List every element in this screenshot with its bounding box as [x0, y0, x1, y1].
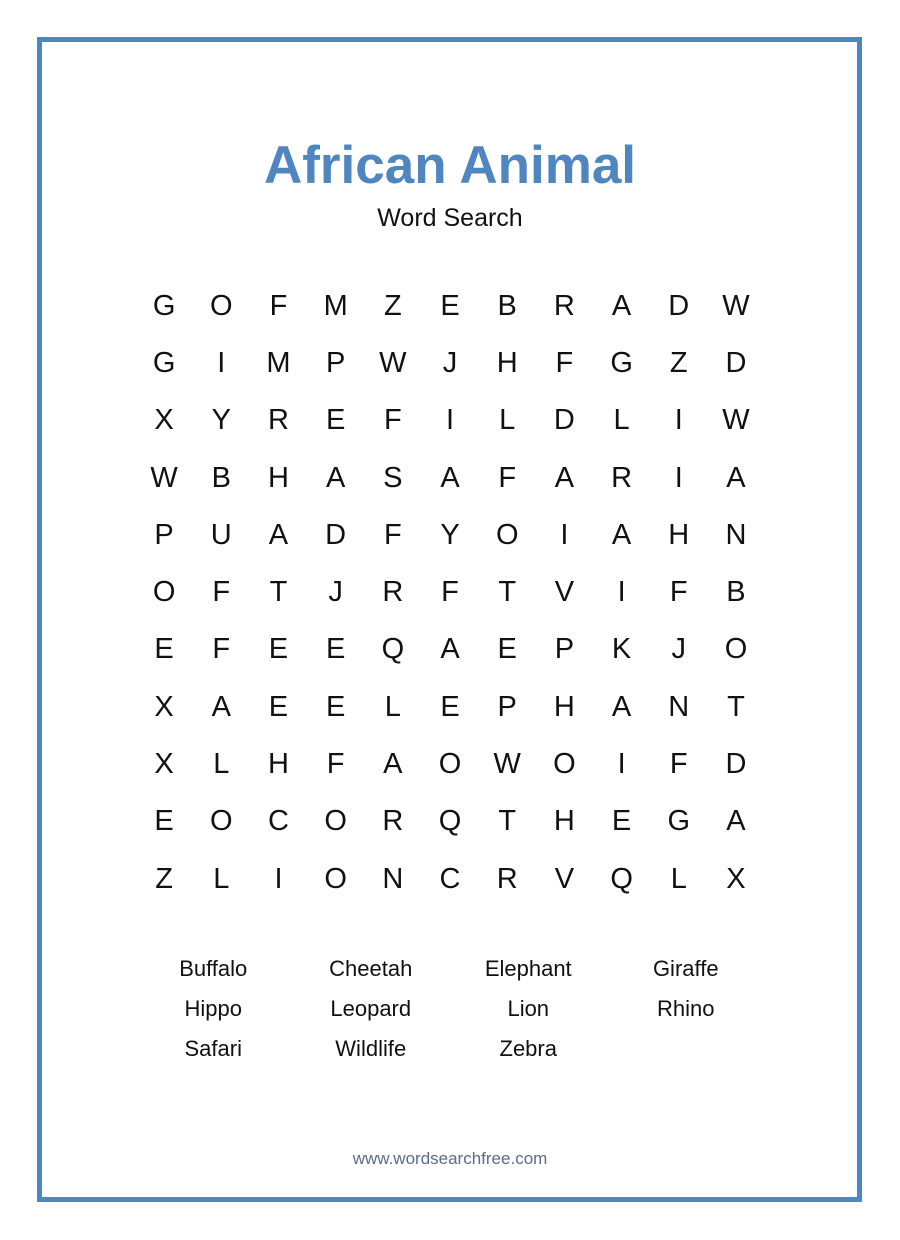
grid-cell[interactable]: A [611, 690, 632, 723]
grid-cell[interactable]: X [154, 748, 174, 781]
grid-cell[interactable]: F [669, 576, 688, 609]
grid-cell[interactable]: A [268, 518, 289, 551]
grid-cell[interactable]: Y [440, 518, 460, 551]
grid-cell[interactable]: F [441, 576, 459, 609]
grid-cell[interactable]: I [560, 518, 569, 551]
grid-cell[interactable]: X [726, 862, 746, 895]
grid-row [136, 335, 765, 392]
grid-cell[interactable]: R [496, 862, 518, 895]
grid-cell[interactable]: D [668, 289, 690, 322]
grid-cell[interactable]: D [725, 748, 747, 781]
grid-cell[interactable]: A [726, 461, 746, 494]
grid-cell[interactable]: V [554, 862, 575, 895]
grid-cell[interactable]: A [211, 690, 231, 723]
grid-cell[interactable]: H [553, 805, 575, 838]
grid-row [136, 850, 765, 907]
grid-cell[interactable]: F [555, 346, 574, 379]
grid-row [136, 564, 765, 621]
grid-cell[interactable]: Z [383, 289, 402, 322]
grid-cell[interactable]: E [440, 690, 460, 723]
grid-cell[interactable]: O [324, 805, 347, 838]
grid-cell[interactable]: K [611, 633, 632, 666]
word-list-item: Wildlife [335, 1036, 407, 1061]
grid-cell[interactable]: Z [669, 346, 688, 379]
grid-cell[interactable]: E [154, 633, 174, 666]
grid-cell[interactable]: J [671, 633, 687, 666]
grid-cell[interactable]: V [554, 576, 575, 609]
grid-row [136, 278, 765, 335]
grid-cell[interactable]: O [553, 748, 576, 781]
grid-cell[interactable]: C [439, 862, 461, 895]
grid-cell[interactable]: A [554, 461, 575, 494]
grid-cell[interactable]: E [154, 805, 174, 838]
grid-cell[interactable]: D [553, 404, 575, 437]
grid-cell[interactable]: E [325, 690, 346, 723]
grid-cell[interactable]: Y [211, 404, 231, 437]
grid-cell[interactable]: A [325, 461, 346, 494]
grid-row [136, 793, 765, 850]
grid-cell[interactable]: G [610, 346, 633, 379]
grid-cell[interactable]: L [499, 404, 516, 437]
grid-cell[interactable]: G [667, 805, 691, 838]
grid-cell[interactable]: A [611, 518, 632, 551]
grid-cell[interactable]: I [617, 576, 626, 609]
grid-cell[interactable]: R [267, 404, 289, 437]
grid-cell[interactable]: W [493, 748, 521, 781]
word-list-item: Giraffe [652, 956, 719, 981]
puzzle-title: African Animal [263, 136, 637, 195]
puzzle-subtitle: Word Search [377, 204, 523, 232]
grid-cell[interactable]: D [725, 346, 747, 379]
footer-url: www.wordsearchfree.com [352, 1149, 548, 1168]
grid-cell[interactable]: J [328, 576, 343, 609]
grid-cell[interactable]: F [326, 748, 345, 781]
grid-cell[interactable]: T [727, 690, 745, 723]
grid-cell[interactable]: H [668, 518, 690, 551]
grid-cell[interactable]: R [382, 576, 404, 609]
grid-cell[interactable]: A [611, 289, 632, 322]
grid-cell[interactable]: W [379, 346, 407, 379]
grid-cell[interactable]: B [211, 461, 231, 494]
grid-cell[interactable]: N [725, 518, 747, 551]
grid-cell[interactable]: R [382, 805, 404, 838]
grid-cell[interactable]: P [554, 633, 575, 666]
grid-cell[interactable]: P [497, 690, 517, 723]
grid-cell[interactable]: T [269, 576, 288, 609]
grid-cell[interactable]: X [154, 690, 174, 723]
grid-cell[interactable]: E [268, 633, 289, 666]
word-list-item: Elephant [484, 956, 572, 981]
grid-cell[interactable]: O [210, 289, 233, 322]
grid-cell[interactable]: C [267, 805, 289, 838]
word-list-item: Buffalo [179, 956, 248, 981]
word-list-item: Cheetah [329, 956, 413, 981]
grid-cell[interactable]: O [152, 576, 176, 609]
grid-cell[interactable]: Z [155, 862, 173, 895]
grid-cell[interactable]: H [496, 346, 518, 379]
word-list-item: Rhino [657, 996, 715, 1021]
word-list-item: Safari [184, 1036, 242, 1061]
letter-grid [136, 278, 765, 908]
grid-cell[interactable]: F [212, 576, 231, 609]
grid-cell[interactable]: L [384, 690, 401, 723]
word-list-item: Lion [507, 996, 550, 1021]
grid-cell[interactable]: E [268, 690, 289, 723]
grid-cell[interactable]: W [150, 461, 178, 494]
grid-cell[interactable]: H [267, 461, 289, 494]
grid-cell[interactable]: T [498, 576, 517, 609]
grid-cell[interactable]: J [442, 346, 458, 379]
grid-row [136, 736, 765, 793]
word-list [135, 949, 765, 1069]
grid-cell[interactable]: G [152, 289, 176, 322]
grid-cell[interactable]: W [722, 404, 750, 437]
grid-cell[interactable]: Q [438, 805, 462, 838]
grid-cell[interactable]: T [498, 805, 517, 838]
grid-cell[interactable]: E [497, 633, 517, 666]
grid-cell[interactable]: P [154, 518, 174, 551]
grid-row [136, 449, 765, 506]
grid-cell[interactable]: H [553, 690, 575, 723]
grid-cell[interactable]: O [724, 633, 748, 666]
word-list-row [135, 949, 765, 989]
word-list-item: Zebra [499, 1036, 557, 1061]
grid-cell[interactable]: Q [381, 633, 405, 666]
grid-cell[interactable]: I [274, 862, 283, 895]
word-list-row [135, 989, 765, 1029]
grid-cell[interactable]: N [382, 862, 404, 895]
grid-cell[interactable]: S [383, 461, 403, 494]
grid-cell[interactable]: I [446, 404, 455, 437]
grid-cell[interactable]: U [210, 518, 232, 551]
grid-cell[interactable]: F [383, 518, 402, 551]
grid-cell[interactable]: L [213, 748, 230, 781]
grid-cell[interactable]: L [613, 404, 630, 437]
grid-cell[interactable]: I [674, 461, 683, 494]
grid-cell[interactable]: R [553, 289, 575, 322]
word-list-item: Leopard [330, 996, 412, 1021]
grid-cell[interactable]: G [152, 346, 176, 379]
grid-cell[interactable]: I [217, 346, 226, 379]
grid-cell[interactable]: A [440, 461, 460, 494]
grid-cell[interactable]: O [438, 748, 462, 781]
grid-cell[interactable]: W [722, 289, 750, 322]
grid-cell[interactable]: B [497, 289, 517, 322]
grid-cell[interactable]: M [266, 346, 291, 379]
grid-cell[interactable]: R [611, 461, 633, 494]
grid-cell[interactable]: F [498, 461, 517, 494]
word-list-row [135, 1029, 765, 1069]
grid-cell[interactable]: E [440, 289, 460, 322]
grid-cell[interactable]: F [669, 748, 688, 781]
grid-row [136, 679, 765, 736]
grid-cell[interactable]: P [325, 346, 346, 379]
grid-cell[interactable]: D [325, 518, 347, 551]
grid-cell[interactable]: Q [610, 862, 633, 895]
word-list-item: Hippo [184, 996, 242, 1021]
grid-cell[interactable]: O [495, 518, 519, 551]
grid-cell[interactable]: F [269, 289, 288, 322]
grid-cell[interactable]: H [267, 748, 289, 781]
grid-row [136, 621, 765, 678]
grid-cell[interactable]: X [154, 404, 174, 437]
grid-cell[interactable]: E [611, 805, 632, 838]
grid-cell[interactable]: F [383, 404, 402, 437]
grid-cell[interactable]: M [323, 289, 348, 322]
grid-cell[interactable]: F [212, 633, 231, 666]
grid-cell[interactable]: L [670, 862, 687, 895]
grid-cell[interactable]: I [617, 748, 626, 781]
grid-cell[interactable]: N [668, 690, 690, 723]
grid-cell[interactable]: E [325, 633, 346, 666]
grid-row [136, 507, 765, 564]
grid-row [136, 392, 765, 449]
grid-cell[interactable]: A [726, 805, 746, 838]
grid-cell[interactable]: A [383, 748, 403, 781]
grid-cell[interactable]: O [324, 862, 347, 895]
grid-cell[interactable]: A [440, 633, 460, 666]
grid-cell[interactable]: O [210, 805, 233, 838]
grid-cell[interactable]: I [674, 404, 683, 437]
grid-cell[interactable]: B [726, 576, 746, 609]
grid-cell[interactable]: E [325, 404, 346, 437]
grid-cell[interactable]: L [213, 862, 230, 895]
